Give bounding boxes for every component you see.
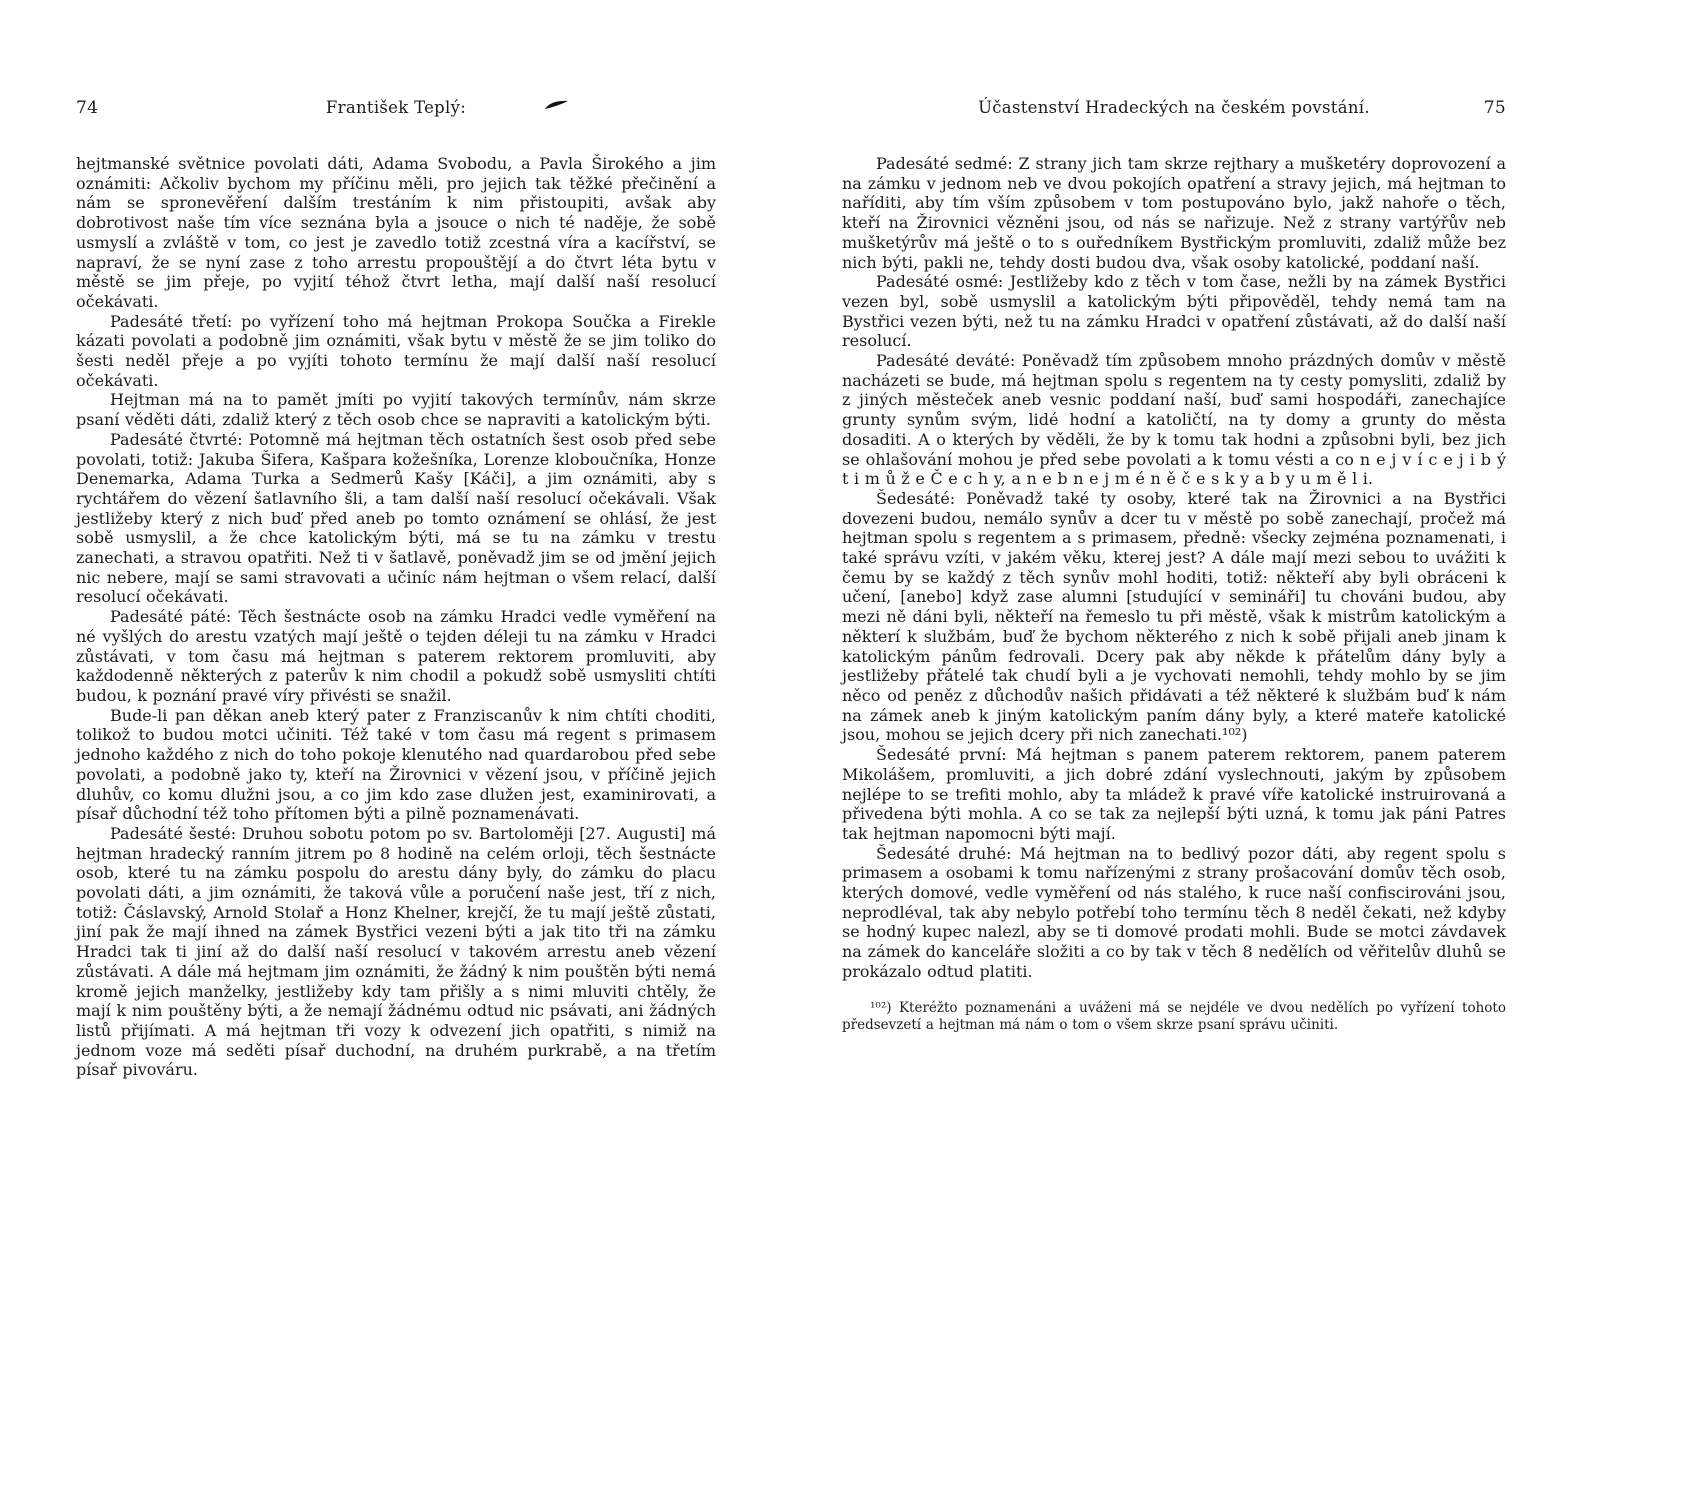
paragraph: Padesáté šesté: Druhou sobotu potom po sv. Bartoloměji [27. Augusti] má hejtman hradecký ranním jitrem po 8 hodině na celém orloji, těch šestnácte osob, které tu na zámku pospolu do arestu dány byly, do zámku do placu povolati dáti, a jim oznámiti, že taková vůle a poručení naše jest, tří z nich, totiž: Čáslavský, Arnold Stolař a Honz Khelner, krejčí, že tu mají ještě zůstati, jiní pak že mají ihned na zámek Bystřici vezeni býti a jak tito tři na zámku Hradci tak ti jiní až do další naší resolucí v takovém arrestu aneb vězení zůstávati. A dále má hejtmam jim oznámiti, že žádný k nim pouštěn býti nemá kromě jejich manželky, jestližeby kdy tam přišly a s nimi mluviti chtěly, že mají k nim pouštěny býti, a že nemají žádnému odtud nic psávati, ani žádných listů přijímati. A má hejtman tři vozy k odvezení jich opatřiti, s nimiž na jednom voze má seděti písař duchodní, na druhém purkrabě, a na třetím písař pivováru.: [76, 823, 716, 1080]
paragraph: Padesáté třetí: po vyřízení toho má hejtman Prokopa Součka a Firekle kázati povolati a podobně jim oznámiti, však bytu v městě že se jim toliko do šesti neděl přeje a po vyjíti tohoto termínu že mají další naší resolucí očekávati.: [76, 311, 716, 390]
paragraph: Padesáté osmé: Jestližeby kdo z těch v tom čase, nežli by na zámek Bystřici vezen byl, sobě usmyslil a katolickým býti připověděl, tehdy nemá tam na Bystřici vezen býti, než tu na zámku Hradci v opatření zůstávati, až do další naší resolucí.: [842, 272, 1506, 351]
paragraph: Bude-li pan děkan aneb který pater z Franziscanův k nim chtíti choditi, tolikož to budou motci učiniti. Též také v tom času má regent s primasem jednoho každého z nich do toho pokoje klenutého nad quardarobou před sebe povolati, a podobně jako ty, kteří na Žirovnici v vězení jsou, v příčině jejich dluhův, co komu dlužni jsou, a co jim kdo zase dlužen jest, examinirovati, a písař důchodní též toho přítomen býti a pilně poznamenávati.: [76, 705, 716, 824]
paragraph: Padesáté sedmé: Z strany jich tam skrze rejthary a mušketéry doprovození a na zámku v jednom neb ve dvou pokojích opatření a stravy jejich, má hejtman to naříditi, aby tím vším způsobem v tom postupováno bylo, jakž nahoře o těch, kteří na Žirovnici vězněni jsou, od nás se nařizuje. Než z strany vartýřův neb mušketýrův má ještě o to s ouředníkem Bystřickým promluviti, zdaliž může bez nich býti, pakli ne, tehdy dosti budou dva, však osoby katolické, poddaní naší.: [842, 154, 1506, 272]
ink-mark-icon: [544, 99, 570, 111]
right-page: [842, 98, 1506, 1034]
right-page-body: [842, 154, 1506, 1034]
left-page: [76, 98, 716, 1080]
paragraph: Šedesáté druhé: Má hejtman na to bedlivý pozor dáti, aby regent spolu s primasem a osobami k tomu nařízenými z strany prošacování domův těch osob, kterých domové, vedle vyměření od nás stalého, k ruce naší confiscirováni jsou, neprodléval, tak aby nebylo potřebí toho termínu těch 8 neděl čekati, než kdyby se hodný kupec nalezl, aby se ti domové prodati mohli. Bude se motci závdavek na zámek do kanceláře složiti a co by tak v těch 8 nedělích od věřitelův dluhů se prokázalo odtud platiti.: [842, 843, 1506, 981]
paragraph: Padesáté páté: Těch šestnácte osob na zámku Hradci vedle vyměření na né vyšlých do arestu vzatých mají ještě o tejden déleji tu na zámku v Hradci zůstávati, v tom času má hejtman s paterem rektorem promluviti, aby každodenně některých z paterův k nim chodil a pokudž sobě usmysliti chtíti budou, k poznání pravé víry přivésti se snažil.: [76, 607, 716, 705]
right-page-header: [842, 98, 1506, 122]
left-page-number: 74: [76, 98, 99, 118]
paragraph: Šedesáté první: Má hejtman s panem paterem rektorem, panem paterem Mikolášem, promluviti, a jich dobré zdání vyslechnouti, jakým by způsobem nejlépe to se trefiti mohlo, aby ta mládež k pravé víře katolické instruirovaná a přivedena býti mohla. A co se tak za nejlepší býti uzná, k tomu jak páni Patres tak hejtman napomocni býti mají.: [842, 745, 1506, 843]
paragraph: Šedesáté: Poněvadž také ty osoby, které tak na Žirovnici a na Bystřici dovezeni budou, nemálo synův a dcer tu v městě po sobě zanechají, pročež má hejtman spolu s regentem a s primasem, předně: všecky zejména poznamenati, i také správu vzíti, v jakém věku, kterej jest? A dále mají mezi sebou to uvážiti k čemu by se každý z těch synův mohl hoditi, totiž: někteří aby byli obráceni k učení, [anebo] když zase alumni [studující v semináři] tu chováni budou, aby mezi ně dáni byli, někteří na řemeslo tu při městě, však k mistrům katolickým a některí k službám, buď že bychom některého z nich k sobě přijali aneb jinam k katolickým pánům fedrovali. Dcery pak aby někde k přátelům dány byly a jestližeby přátelé tak chudí byli a je vychovati nemohli, tehdy mohlo by se jim něco od peněz z důchodův našich přidávati a též některé k službám buď k nám na zámek aneb k jiným katolickým paním dány byly, a které mateře katolické jsou, mohou se jejich dcery při nich zanechati.¹⁰²): [842, 488, 1506, 745]
left-page-header: [76, 98, 716, 122]
paragraph: Padesáté čtvrté: Potomně má hejtman těch ostatních šest osob před sebe povolati, totiž: Jakuba Šifera, Kašpara kožešníka, Lorenze kloboučníka, Honze Denemarka, Adama Turka a Sedmerů Kašy [Káči], a jim oznámiti, aby s rychtářem do vězení šatlavního šli, a tam další naší resolucí očekávali. Však jestližeby který z nich buď před aneb po tomto oznámení se ohlásí, že jest sobě usmyslil, a že chce katolickým býti, má se tu na zámku v trestu zanechati, a stravou opatřiti. Než ti v šatlavě, poněvadž jim se od jmění jejich nic nebere, mají se sami stravovati a učiníc nám hejtman o všem relací, další resolucí očekávati.: [76, 429, 716, 607]
left-page-body: [76, 154, 716, 1080]
paragraph: Padesáté deváté: Poněvadž tím způsobem mnoho prázdných domův v městě nacházeti se bude, má hejtman spolu s regentem na ty cesty pomysliti, zdaliž by z jiných městeček aneb vesnic poddaní naší, buď sami hospodáři, zanechajíce grunty synům svým, lidé hodní a katoličtí, na ty domy a grunty do města dosaditi. A o kterých by věděli, že by k tomu tak hodni a způsobni byli, bez jich se ohlašování mohou je před sebe povolati a k tomu vésti a co n e j v í c e j i b ý t i m ů ž e Č e c h y, a n e b n e j m é n ě č e s k y a b y u m ě l i.: [842, 351, 1506, 489]
right-running-title: Účastenství Hradeckých na českém povstání.: [978, 98, 1370, 117]
footnote-block: [842, 1000, 1506, 1034]
right-page-number: 75: [1483, 98, 1506, 118]
paragraph: Hejtman má na to pamět jmíti po vyjití takových termínův, nám skrze psaní věděti dáti, zdaliž který z těch osob chce se napraviti a katolickým býti.: [76, 390, 716, 430]
footnote: ¹⁰²) Kteréžto poznamenáni a uváženi má se nejdéle ve dvou nedělích po vyřízení tohoto předsevzetí a hejtman má nám o tom o všem skrze psaní správu učiniti.: [842, 999, 1506, 1033]
left-running-title: František Teplý:: [325, 98, 467, 117]
paragraph: hejtmanské světnice povolati dáti, Adama Svobodu, a Pavla Širokého a jim oznámiti: Ačkoliv bychom my příčinu měli, pro jejich tak těžké přečinění a nám se spronevěření dalším trestáním k nim přistoupiti, avšak aby dobrotivost naše tím více seznána byla a jsouce o nich té naděje, že sobě usmyslí a zvláště v tom, co jest je zavedlo totiž zcestná víra a kacířství, se napraví, že se nyní zase z toho arrestu propouštějí a do čtvrt léta bytu v městě se jim přeje, po vyjití téhož čtvrt letha, mají další naší resolucí očekávati.: [76, 154, 716, 311]
